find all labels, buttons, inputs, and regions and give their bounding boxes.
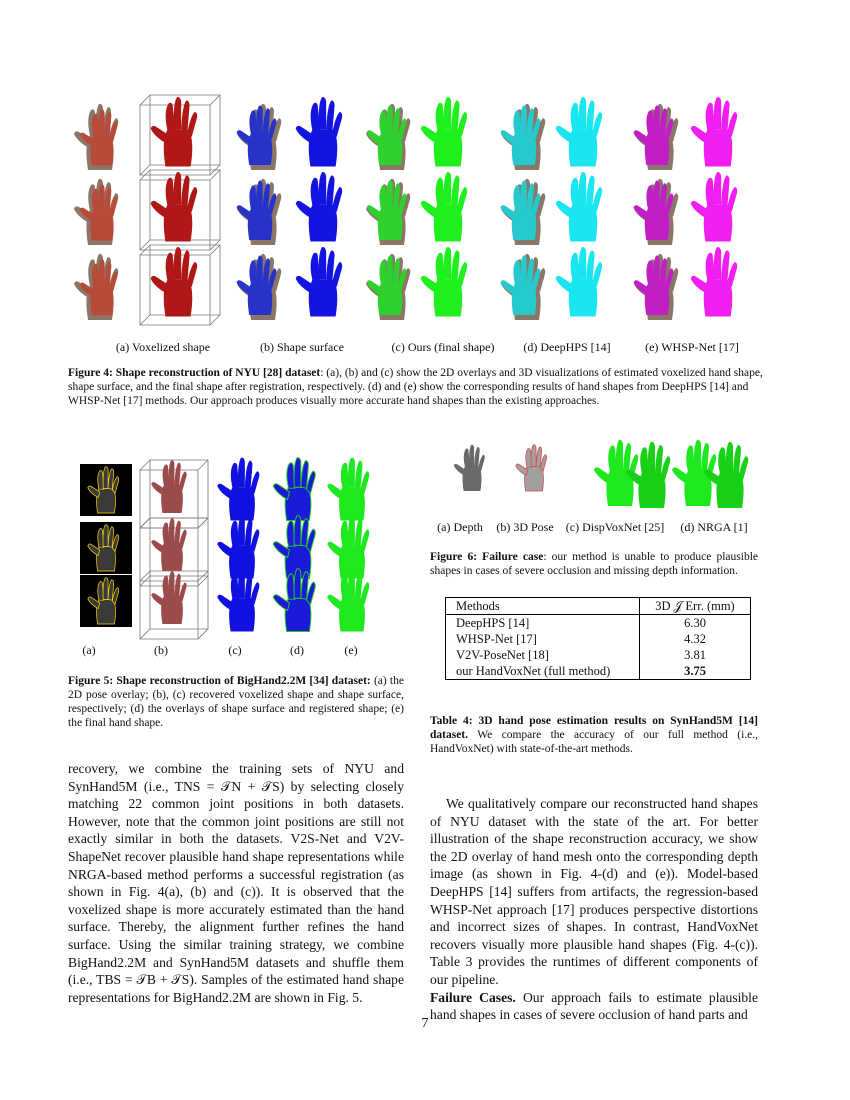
hand-part — [332, 187, 342, 212]
hand-part — [648, 442, 655, 473]
hand-part — [169, 460, 175, 485]
hand-part — [691, 201, 709, 219]
hand-part — [556, 126, 574, 144]
hand-part — [245, 461, 253, 489]
shape-surface-3d — [217, 516, 259, 579]
hand-part — [231, 521, 239, 546]
hand-part — [251, 471, 260, 494]
hand-part — [166, 178, 175, 206]
table-row — [446, 615, 750, 632]
hand-part — [332, 112, 342, 137]
hand-part — [661, 456, 670, 480]
hand-part — [217, 595, 233, 611]
hand-part — [686, 445, 695, 472]
hand-part — [694, 440, 701, 471]
hand-part — [592, 262, 602, 287]
surface-registered-overlay — [273, 458, 315, 521]
hand-part — [231, 463, 239, 488]
hand-part — [451, 100, 459, 130]
final-hand-shape — [327, 458, 369, 521]
whsp-3d — [691, 247, 737, 316]
hand-part — [655, 445, 663, 474]
hand-part — [586, 250, 594, 280]
hand-part — [237, 280, 252, 295]
figure-4-caption-label: Figure 4: Shape reconstruction of NYU [28] dataset — [68, 367, 321, 379]
hand-part — [326, 100, 334, 130]
hand-part — [174, 463, 180, 486]
table-header-methods: Methods — [446, 598, 640, 615]
hand-part — [151, 201, 169, 219]
hand-part — [179, 529, 186, 548]
subcaption-a: (a) Depth — [437, 520, 483, 534]
subcaption-e: (e) — [344, 643, 358, 657]
hand-part — [727, 187, 737, 212]
hand-part — [444, 172, 452, 205]
hand-part — [691, 126, 709, 144]
hand-part — [501, 205, 516, 220]
hand-part — [640, 447, 649, 474]
hand-part — [237, 130, 252, 145]
hand-part — [444, 247, 452, 280]
hand-part — [444, 97, 452, 130]
subcaption-d: (d) NRGA [1] — [680, 520, 748, 534]
hand-part — [256, 105, 262, 133]
hand-part — [571, 253, 580, 281]
method-cell: our HandVoxNet (full method) — [456, 663, 611, 678]
hand-part — [721, 175, 729, 205]
table-header-error: 3D 𝒥 Err. (mm) — [640, 598, 751, 615]
hand-part — [623, 443, 631, 472]
hand-part — [386, 105, 392, 133]
hand-part — [294, 569, 301, 599]
hand-part — [238, 458, 245, 488]
hand-part — [478, 455, 484, 472]
figure-4-caption — [68, 366, 780, 408]
left-column-text — [68, 760, 404, 1006]
subcaption-b: (b) Shape surface — [260, 340, 344, 354]
table-header-row — [446, 598, 750, 615]
hand-part — [516, 464, 528, 476]
figure-6-image — [430, 440, 850, 520]
hand-part — [251, 582, 260, 605]
figure-5-subcaptions — [68, 643, 408, 659]
figure-6-subcaptions — [430, 520, 770, 536]
subcaption-a: (a) Voxelized shape — [115, 340, 211, 354]
hand-part — [386, 255, 392, 283]
hand-part — [174, 247, 182, 280]
voxelized-hand-shape — [151, 460, 186, 513]
hand-part — [634, 280, 649, 295]
subcaption-d: (d) — [290, 643, 304, 657]
hand-part — [706, 178, 715, 206]
hand-part — [436, 253, 445, 281]
hand-part — [174, 521, 180, 544]
table-row — [446, 647, 750, 663]
table-4-caption — [430, 714, 758, 756]
hand-part — [594, 467, 611, 484]
hand-part — [421, 201, 439, 219]
paragraph-text: Our approach fails to estimate plausible hand shapes in cases of severe occlusion of hand parts and — [430, 989, 758, 1023]
table-4-caption-label: Table 4: 3D hand pose estimation results on SynHand5M [14] dataset. — [430, 715, 758, 741]
subcaption-b: (b) — [154, 643, 168, 657]
hand-part — [256, 255, 262, 283]
hand-part — [174, 97, 182, 130]
hand-part — [355, 461, 363, 489]
method-cell: DeepHPS [14] — [456, 615, 530, 630]
hand-part — [332, 262, 342, 287]
hand-part — [327, 484, 343, 500]
hand-part — [217, 484, 233, 500]
hand-part — [653, 180, 659, 208]
hand-part — [701, 443, 709, 472]
whsp-3d — [691, 97, 737, 166]
shape-surface-3d — [296, 172, 342, 241]
hand-part — [457, 187, 467, 212]
subcaption-c: (c) DispVoxNet [25] — [565, 520, 665, 534]
hand-part — [163, 464, 170, 485]
hand-part — [151, 126, 169, 144]
figure-6-caption-text: : our method is unable to produce plausible shapes in cases of severe occlusion and missing depth information. — [430, 551, 758, 577]
hand-part — [163, 522, 170, 543]
table-4 — [445, 597, 751, 680]
figure-4-caption-text: : (a), (b) and (c) show the 2D overlays and 3D visualizations of estimated voxelized hand shape, shape surface, and the final shape after registration, respectively. (d) and (e) show the corresponding results of hand shapes from DeepHPS [14] and WHSP-Net [17] methods. Our approach produces visually more accurate hand shapes than the existing approaches. — [68, 367, 763, 407]
hand-part — [556, 276, 574, 294]
hand-part — [187, 262, 197, 287]
subcaption-a: (a) — [82, 643, 96, 657]
hand-part — [586, 175, 594, 205]
hand-part — [341, 463, 349, 488]
hand-part — [179, 582, 186, 601]
hand-part — [592, 187, 602, 212]
hand-part — [163, 575, 170, 596]
hand-part — [634, 130, 649, 145]
hand-part — [592, 112, 602, 137]
hand-part — [616, 440, 623, 471]
table-4-caption-text: We compare the accuracy of our full method (i.e., HandVoxNet) with state-of-the-art methods. — [430, 729, 758, 755]
hand-part — [256, 180, 262, 208]
pose-3d-hand — [516, 445, 547, 491]
final-shape-3d — [421, 172, 467, 241]
hand-part — [726, 442, 733, 473]
figure-5-caption-label: Figure 5: Shape reconstruction of BigHand2.2M [34] dataset: — [68, 675, 371, 687]
figure-6-caption — [430, 550, 758, 578]
hand-part — [571, 178, 580, 206]
hand-part — [520, 180, 526, 208]
hand-part — [714, 97, 722, 130]
error-cell: 6.30 — [640, 615, 751, 632]
hand-part — [361, 529, 370, 552]
hand-part — [251, 529, 260, 552]
surface-registered-overlay — [273, 516, 315, 579]
hand-part — [436, 178, 445, 206]
figure-4-subcaptions — [92, 340, 782, 356]
hand-part — [237, 205, 252, 220]
paragraph-heading: Failure Cases. — [430, 989, 516, 1005]
hand-part — [151, 276, 169, 294]
hand-part — [341, 521, 349, 546]
hand-part — [361, 582, 370, 605]
hand-part — [245, 519, 253, 547]
paragraph: recovery, we combine the training sets of NYU and SynHand5M (i.e., TNS = 𝒯N + 𝒯S) by selecting closely matching 22 common joint positions in both datasets. However, note that the common joint positions are still not exactly similar in both the datasets. V2S-Net and V2V-ShapeNet recover plausible hand shape representations while NRGA-based method performs a successful registration (as shown in Fig. 4(a), (b) and (c)). It is observed that the voxelized shape is more accurately estimated than the hand surface. Thereby, the alignment further refines the hand surface. Using the similar training strategy, we combine BigHand2.2M and SynHand5M datasets and shuffle them (i.e., TBS = 𝒯B + 𝒯S). Samples of the estimated hand shape representations for BigHand2.2M are shown in Fig. 5. — [68, 761, 404, 1005]
hand-part — [311, 178, 320, 206]
shape-surface-3d — [296, 247, 342, 316]
hand-part — [296, 126, 314, 144]
hand-part — [718, 447, 727, 474]
final-shape-3d — [421, 247, 467, 316]
hand-part — [294, 516, 301, 546]
table-row — [446, 663, 750, 679]
voxelized-hand-shape — [151, 571, 186, 624]
hand-part — [311, 253, 320, 281]
hand-part — [436, 103, 445, 131]
hand-part — [355, 519, 363, 547]
hand-part — [691, 276, 709, 294]
hand-part — [296, 276, 314, 294]
figure-5-image — [0, 440, 420, 640]
hand-part — [187, 112, 197, 137]
hand-part — [151, 593, 165, 606]
subcaption-b: (b) 3D Pose — [496, 520, 554, 534]
method-cell: WHSP-Net [17] — [456, 631, 537, 646]
final-shape-3d — [421, 97, 467, 166]
hand-part — [451, 250, 459, 280]
hand-part — [361, 471, 370, 494]
right-column-text — [430, 795, 758, 1024]
figure-5-caption-text: (a) the 2D pose overlay; (b), (c) recovered voxelized shape and shape surface, respectively; (d) the overlays of shape surface and registered shape; (e) the final hand shape. — [68, 675, 404, 729]
hand-part — [727, 112, 737, 137]
hand-part — [166, 253, 175, 281]
subcaption-d: (d) DeepHPS [14] — [523, 340, 611, 354]
hand-part — [608, 445, 617, 472]
hand-part — [273, 595, 289, 611]
figure-4-image — [0, 0, 850, 330]
hand-part — [714, 247, 722, 280]
hand-part — [103, 578, 108, 600]
table-row — [446, 631, 750, 647]
hand-part — [634, 205, 649, 220]
voxelized-hand-shape — [151, 97, 197, 166]
hand-part — [727, 262, 737, 287]
hand-part — [327, 595, 343, 611]
hand-part — [739, 456, 748, 480]
hand-part — [457, 262, 467, 287]
error-cell: 4.32 — [640, 631, 751, 647]
hand-part — [501, 130, 516, 145]
hand-part — [179, 471, 186, 490]
error-cell-best: 3.75 — [640, 663, 751, 679]
hand-part — [327, 542, 343, 558]
hand-part — [217, 542, 233, 558]
hand-part — [469, 445, 474, 467]
hand-part — [579, 97, 587, 130]
hand-part — [151, 482, 165, 495]
hand-part — [672, 467, 689, 484]
deephps-3d — [556, 172, 602, 241]
subcaption-c: (c) Ours (final shape) — [391, 340, 495, 354]
hand-part — [556, 201, 574, 219]
hand-part — [103, 467, 108, 489]
hand-part — [571, 103, 580, 131]
hand-part — [326, 250, 334, 280]
hand-part — [326, 175, 334, 205]
page-number: 7 — [421, 1016, 429, 1031]
hand-part — [714, 172, 722, 205]
voxelized-hand-shape — [151, 518, 186, 571]
hand-part — [706, 253, 715, 281]
hand-part — [721, 100, 729, 130]
hand-part — [421, 276, 439, 294]
figure-5-caption — [68, 674, 404, 730]
hand-part — [457, 112, 467, 137]
hand-part — [451, 175, 459, 205]
whsp-3d — [691, 172, 737, 241]
hand-part — [501, 280, 516, 295]
hand-part — [586, 100, 594, 130]
deephps-3d — [556, 247, 602, 316]
hand-part — [174, 172, 182, 205]
hand-part — [520, 255, 526, 283]
hand-part — [169, 571, 175, 596]
hand-part — [296, 201, 314, 219]
hand-part — [319, 247, 327, 280]
hand-part — [653, 105, 659, 133]
deephps-3d — [556, 97, 602, 166]
hand-part — [721, 250, 729, 280]
hand-part — [174, 574, 180, 597]
hand-part — [421, 126, 439, 144]
subcaption-c: (c) — [228, 643, 242, 657]
hand-part — [520, 105, 526, 133]
subcaption-e: (e) WHSP-Net [17] — [645, 340, 739, 354]
hand-part — [311, 103, 320, 131]
method-cell: V2V-PoseNet [18] — [456, 647, 549, 662]
figure-6-caption-label: Figure 6: Failure case — [430, 551, 544, 563]
voxelized-hand-shape — [151, 172, 197, 241]
hand-part — [273, 542, 289, 558]
error-cell: 3.81 — [640, 647, 751, 663]
paragraph: We qualitatively compare our reconstructed hand shapes of NYU dataset with the state of the art. For better illustration of the shape reconstruction accuracy, we show the 2D overlay of hand mesh onto the corresponding depth image (as shown in Fig. 4-(d) and (e)). Model-based DeepHPS [14] suffers from artifacts, the regression-based WHSP-Net approach [17] produces perspective distortions and incorrect sizes of shapes. In contrast, HandVoxNet recovers visually more plausible hand shapes (Fig. 4-(c)). Table 3 provides the runtimes of different components of our pipeline. — [430, 796, 758, 987]
hand-part — [464, 449, 470, 468]
hand-part — [348, 458, 355, 488]
hand-part — [733, 445, 741, 474]
hand-part — [531, 445, 536, 467]
hand-part — [103, 525, 108, 547]
hand-part — [579, 247, 587, 280]
hand-part — [294, 458, 301, 488]
hand-part — [706, 103, 715, 131]
shape-surface-3d — [296, 97, 342, 166]
hand-part — [319, 97, 327, 130]
hand-part — [653, 255, 659, 283]
hand-part — [474, 447, 480, 467]
depth-image-hand — [454, 445, 485, 491]
hand-part — [151, 540, 165, 553]
hand-part — [319, 172, 327, 205]
final-hand-shape — [327, 516, 369, 579]
shape-surface-3d — [217, 458, 259, 521]
hand-part — [454, 464, 466, 476]
hand-part — [169, 518, 175, 543]
hand-part — [187, 187, 197, 212]
hand-part — [386, 180, 392, 208]
hand-part — [273, 484, 289, 500]
hand-part — [166, 103, 175, 131]
voxelized-hand-shape — [151, 247, 197, 316]
hand-part — [579, 172, 587, 205]
